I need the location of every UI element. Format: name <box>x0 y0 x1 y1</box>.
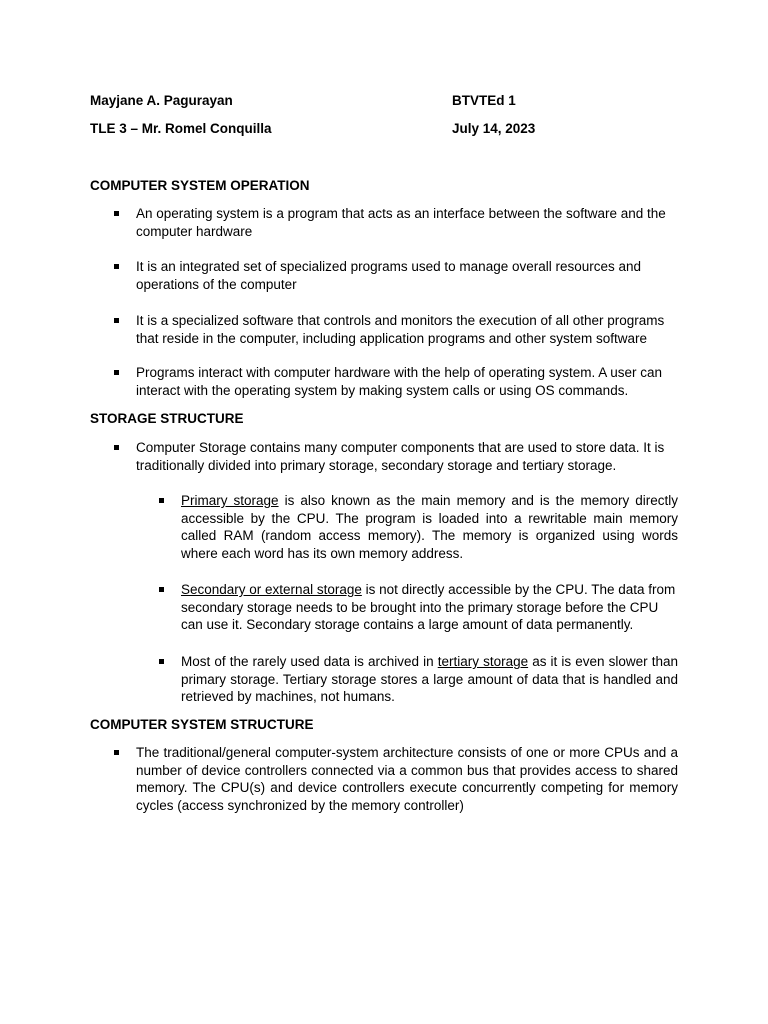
list-item <box>136 744 678 814</box>
bullet-square-icon <box>114 370 119 375</box>
list-item-text: Computer Storage contains many computer components that are used to store data. It is traditionally divided into primary storage, secondary storage and tertiary storage. <box>136 440 665 473</box>
bullet-square-icon <box>159 587 164 592</box>
section-title-storage: STORAGE STRUCTURE <box>90 411 244 426</box>
list-item <box>136 258 678 293</box>
bullet-square-icon <box>114 264 119 269</box>
list-item <box>136 312 678 347</box>
section-title-operation: COMPUTER SYSTEM OPERATION <box>90 178 310 193</box>
list-item <box>136 364 678 399</box>
term-primary-storage: Primary storage <box>181 493 279 508</box>
list-item-text: The traditional/general computer-system architecture consists of one or more CPUs and a number of device controllers connected via a common bus that provides access to shared memory. The CPU(s) and device controllers execute concurrently competing for memory cycles (access synchronized by the memory controller) <box>136 745 678 813</box>
list-item-secondary-storage <box>181 581 678 634</box>
list-item-text: Most of the rarely used data is archived in <box>181 654 438 669</box>
term-tertiary-storage: tertiary storage <box>437 654 529 669</box>
list-item <box>136 439 678 474</box>
list-item-tertiary-storage <box>181 653 678 706</box>
student-section: BTVTEd 1 <box>452 93 516 108</box>
list-item-text: It is an integrated set of specialized programs used to manage overall resources and operations of the computer <box>136 259 642 292</box>
bullet-square-icon <box>114 318 119 323</box>
list-item-text: as it is even slower than primary storage. Tertiary storage stores a large amount of data that is handled and retrieved by machines, not humans. <box>181 654 678 705</box>
bullet-square-icon <box>114 211 119 216</box>
list-item-text: Programs interact with computer hardware with the help of operating system. A user can interact with the operating system by making system calls or using OS commands. <box>136 365 663 398</box>
document-date: July 14, 2023 <box>452 121 536 136</box>
bullet-square-icon <box>114 750 119 755</box>
list-item-text: It is a specialized software that controls and monitors the execution of all other programs that reside in the computer, including application programs and other system software <box>136 313 665 346</box>
list-item-text: is not directly accessible by the CPU. The data from secondary storage needs to be brought into the primary storage before the CPU can use it. Secondary storage contains a large amount of data permanently. <box>181 582 676 633</box>
student-name: Mayjane A. Pagurayan <box>90 93 233 108</box>
list-item-primary-storage <box>181 492 678 562</box>
list-item-text: is also known as the main memory and is the memory directly accessible by the CPU. The program is loaded into a rewritable main memory called RAM (random access memory). The memory is organized using words where each word has its own memory address. <box>181 493 679 561</box>
term-secondary-storage: Secondary or external storage <box>181 582 362 597</box>
bullet-square-icon <box>159 498 164 503</box>
list-item <box>136 205 678 240</box>
bullet-square-icon <box>159 659 164 664</box>
course-teacher: TLE 3 – Mr. Romel Conquilla <box>90 121 272 136</box>
bullet-square-icon <box>114 445 119 450</box>
section-title-structure: COMPUTER SYSTEM STRUCTURE <box>90 717 314 732</box>
list-item-text: An operating system is a program that acts as an interface between the software and the computer hardware <box>136 206 666 239</box>
